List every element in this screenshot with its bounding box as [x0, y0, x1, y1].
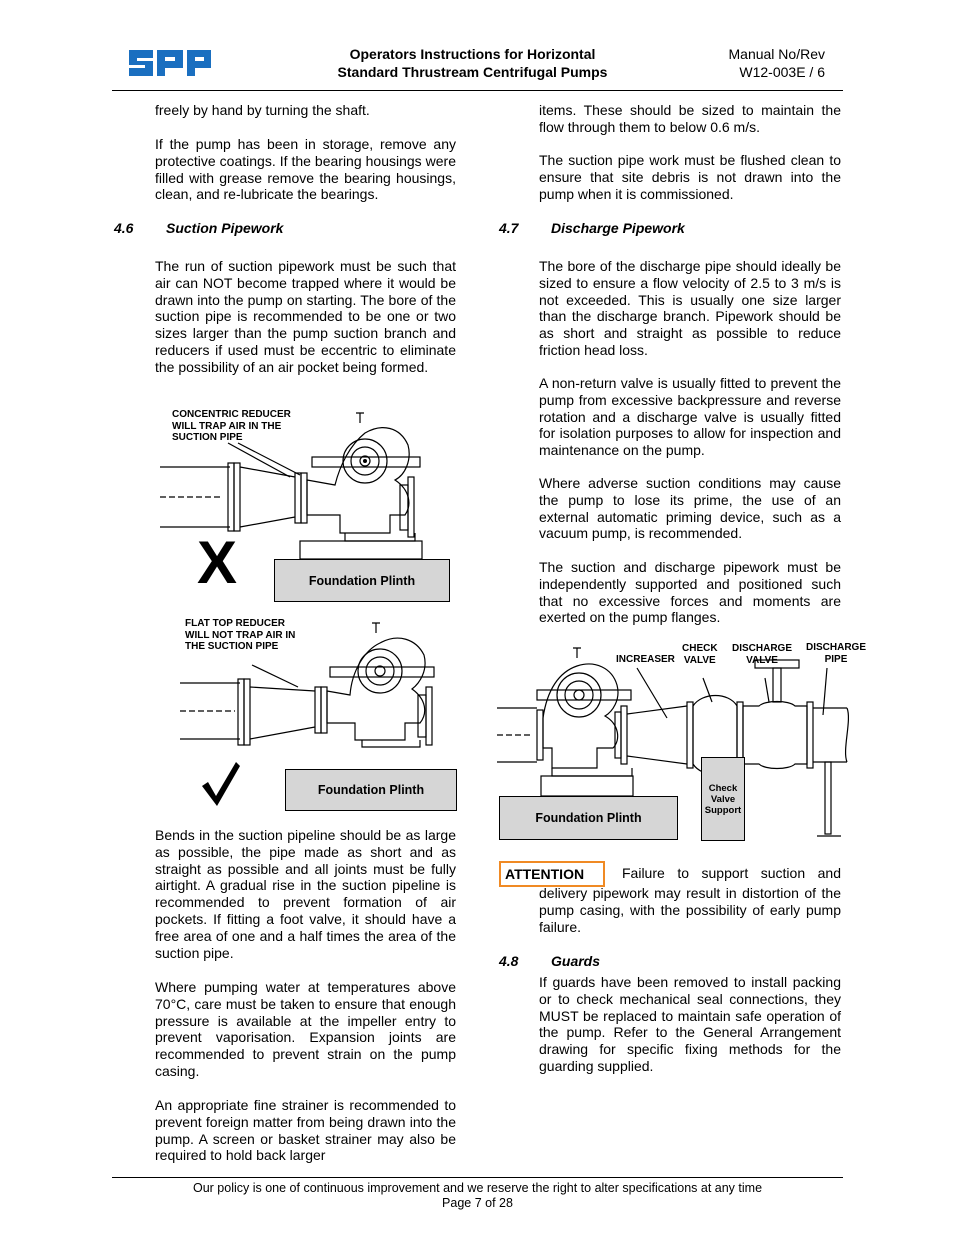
paragraph-items: items. These should be sized to maintain the flow through them to below 0.6 m/s. [539, 102, 841, 135]
manual-number [690, 45, 825, 81]
paragraph-storage: If the pump has been in storage, remove any protective coatings. If the bearing housings were filled with grease remove the bearing housings, clean, and re-lubricate the bearings. [155, 136, 456, 203]
paragraph-temperature: Where pumping water at temperatures above 70°C, care must be taken to ensure that enough pressure is available at the impeller entry to prevent vaporisation. Expansion joints are recommended to prevent strain on the pump casing. [155, 979, 456, 1079]
attention-badge: ATTENTION [499, 861, 605, 887]
footer-policy: Our policy is one of continuous improvement and we reserve the right to alter specifications at any time [192, 1181, 763, 1195]
label-increaser: INCREASER [616, 654, 675, 665]
pump-diagram-flat-top [180, 615, 470, 775]
paragraph-flush: The suction pipe work must be flushed clean to ensure that site debris is not drawn into the pump when it is commissioned. [539, 152, 841, 202]
foundation-plinth-top: Foundation Plinth [274, 559, 450, 602]
paragraph-shaft: freely by hand by turning the shaft. [155, 102, 370, 118]
section-heading-4-6 [114, 220, 283, 236]
label-line: PIPE [824, 653, 848, 665]
attention-lead-text: Failure to support suction and [622, 865, 841, 881]
callout-line: WILL TRAP AIR IN THE [172, 420, 282, 432]
support-label-line: Valve [710, 793, 736, 805]
section-heading-4-7 [499, 220, 685, 236]
paragraph-strainer: An appropriate fine strainer is recommended to prevent foreign matter from being drawn into the pump. A screen or basket strainer may also be required to hold back larger [155, 1097, 456, 1164]
callout-line: FLAT TOP REDUCER [185, 618, 286, 629]
section-number: 4.6 [114, 220, 134, 236]
paragraph-guards: If guards have been removed to install packing or to check mechanical seal connections, they MUST be replaced to maintain safe operation of the pump. Refer to the General Arrangement drawing for specific fixing methods for the guarding supplied. [539, 974, 841, 1074]
wrong-cross-icon: X [197, 529, 238, 596]
section-number: 4.8 [499, 953, 519, 969]
paragraph-support: The suction and discharge pipework must be independently supported and positioned such that no excessive forces and moments are exerted on the pump flanges. [539, 559, 841, 626]
footer-divider [112, 1177, 843, 1178]
manual-value: W12-003E / 6 [739, 64, 825, 80]
support-label-line: Check [708, 782, 738, 794]
label-line: VALVE [683, 654, 716, 666]
correct-check-icon [200, 760, 242, 808]
callout-line: THE SUCTION PIPE [185, 641, 279, 652]
check-valve-support [701, 757, 745, 841]
section-title: Guards [551, 953, 601, 969]
paragraph-bends: Bends in the suction pipeline should be as large as possible, the pipe made as short and as straight as possible and all joints must be fully airtight. A gradual rise in the suction pipeline is recommended to prevent formation of air pockets. If fitting a foot valve, it should have a free area of one and a half times the area of the suction pipe. [155, 827, 456, 961]
section-number: 4.7 [499, 220, 519, 236]
paragraph-adverse: Where adverse suction conditions may cause the pump to lose its prime, the use of an external automatic priming device, such as a vacuum pump, is recommended. [539, 475, 841, 542]
paragraph-suction: The run of suction pipework must be such that air can NOT become trapped where it would be drawn into the pump on starting. The bore of the suction pipe is recommended to be one or two sizes larger than the pump suction branch and reducers if used must be eccentric to eliminate the possibility of an air pocket being formed. [155, 258, 456, 375]
title-line-1: Operators Instructions for Horizontal [349, 46, 596, 62]
label-line: DISCHARGE [806, 642, 867, 653]
foundation-plinth-right: Foundation Plinth [499, 796, 678, 840]
section-title: Discharge Pipework [551, 220, 685, 236]
page-number: Page 7 of 28 [442, 1196, 513, 1210]
callout-line: CONCENTRIC REDUCER [172, 409, 291, 420]
footer [112, 1181, 843, 1211]
paragraph-bore: The bore of the discharge pipe should ideally be sized to ensure a flow velocity of 2.5 to 3 m/s is not exceeded. This is usually one size larger than the discharge branch. Pipework should be as short and straight as possible to reduce friction head loss. [539, 258, 841, 358]
label-line: DISCHARGE [732, 643, 793, 654]
callout-line: SUCTION PIPE [172, 432, 243, 443]
section-title: Suction Pipework [166, 220, 284, 236]
document-title [300, 45, 645, 81]
paragraph-non-return: A non-return valve is usually fitted to prevent the pump from excessive backpressure and reverse rotation and a discharge valve is usually fitted for isolation purposes to allow for inspection and maintenance on the pump. [539, 375, 841, 459]
header-divider [112, 90, 843, 91]
section-heading-4-8 [499, 953, 600, 969]
label-line: CHECK [682, 643, 718, 654]
title-line-2: Standard Thrustream Centrifugal Pumps [337, 64, 608, 80]
callout-line: WILL NOT TRAP AIR IN [185, 629, 296, 641]
manual-label: Manual No/Rev [728, 46, 825, 62]
attention-text: delivery pipework may result in distortion of the pump casing, with the possibility of early pump failure. [539, 885, 841, 935]
foundation-plinth-bottom: Foundation Plinth [285, 769, 457, 811]
label-line: VALVE [746, 654, 778, 666]
support-label-line: Support [704, 804, 742, 816]
spp-logo [127, 46, 213, 80]
